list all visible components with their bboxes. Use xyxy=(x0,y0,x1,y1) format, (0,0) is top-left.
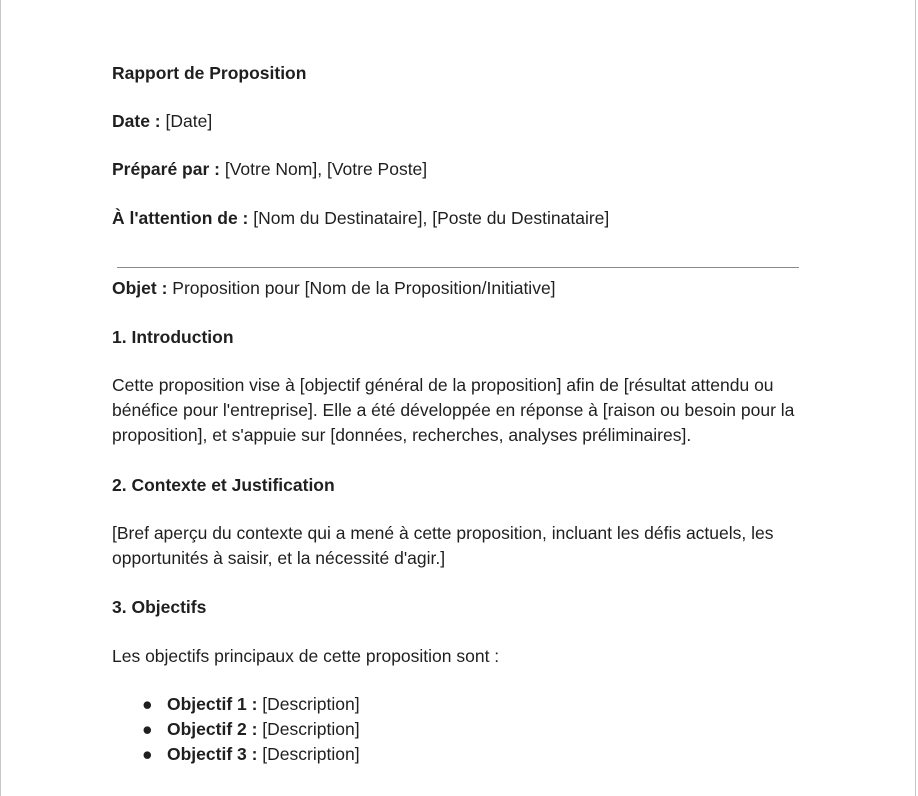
list-item xyxy=(112,742,360,767)
objective-label: Objectif 3 : xyxy=(167,744,258,764)
objective-value: [Description] xyxy=(257,719,360,739)
section-heading-context: 2. Contexte et Justification xyxy=(112,475,335,495)
section-heading-introduction: 1. Introduction xyxy=(112,327,234,347)
section-body-objectives: Les objectifs principaux de cette proposition sont : xyxy=(112,646,500,666)
bullet-icon: ● xyxy=(142,694,153,714)
objectives-list xyxy=(112,692,360,767)
horizontal-divider xyxy=(117,267,799,268)
prepared-by-line xyxy=(112,157,427,182)
objective-label: Objectif 1 : xyxy=(167,694,258,714)
section-body-context: [Bref aperçu du contexte qui a mené à cette proposition, incluant les défis actuels, les opportunités à saisir, et la nécessité d'agir.] xyxy=(112,523,774,568)
attention-line xyxy=(112,206,609,231)
prepared-by-label: Préparé par : xyxy=(112,159,220,179)
subject-line xyxy=(112,276,556,301)
section-heading-objectives: 3. Objectifs xyxy=(112,597,207,617)
date-line xyxy=(112,109,212,134)
date-value: [Date] xyxy=(160,111,213,131)
document-title: Rapport de Proposition xyxy=(112,63,307,83)
objective-value: [Description] xyxy=(257,694,360,714)
subject-value: Proposition pour [Nom de la Proposition/Initiative] xyxy=(167,278,556,298)
bullet-icon: ● xyxy=(142,719,153,739)
section-body-introduction: Cette proposition vise à [objectif général de la proposition] afin de [résultat attendu ou bénéfice pour l'entreprise]. Elle a été développée en réponse à [raison ou besoin pour la proposition], et s'appuie sur [données, recherches, analyses préliminaires]. xyxy=(112,375,795,445)
list-item xyxy=(112,692,360,717)
subject-label: Objet : xyxy=(112,278,168,298)
attention-value: [Nom du Destinataire], [Poste du Destinataire] xyxy=(248,208,610,228)
prepared-by-value: [Votre Nom], [Votre Poste] xyxy=(219,159,428,179)
list-item xyxy=(112,717,360,742)
attention-label: À l'attention de : xyxy=(112,208,249,228)
objective-label: Objectif 2 : xyxy=(167,719,258,739)
objective-value: [Description] xyxy=(257,744,360,764)
date-label: Date : xyxy=(112,111,161,131)
bullet-icon: ● xyxy=(142,744,153,764)
